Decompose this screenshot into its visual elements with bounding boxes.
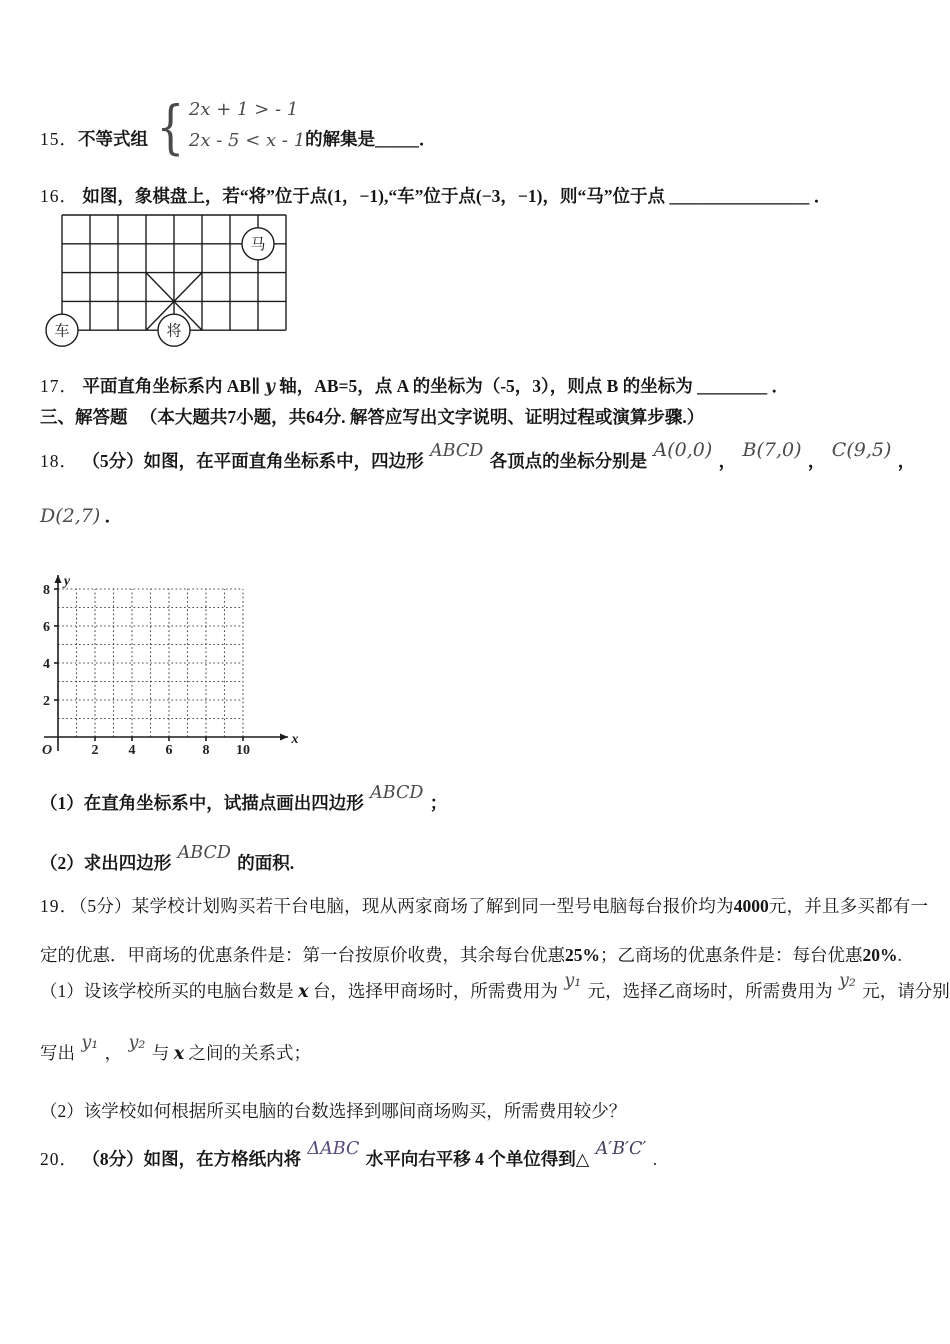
part-1-abcd: ABCD	[370, 783, 424, 803]
inequality-system	[189, 94, 305, 156]
inequality-case-1: 2x + 1 > - 1	[188, 99, 299, 120]
question-18-part-2	[40, 843, 295, 877]
question-19-part-1b	[40, 1033, 311, 1067]
q19-p1b-y1: y₁	[81, 1033, 99, 1053]
answer-blank-15: _____	[375, 129, 419, 149]
question-15-period: ．	[418, 129, 437, 149]
y-tick-6: 6	[43, 620, 50, 635]
q19-p1b-text-1: 写出	[40, 1043, 75, 1063]
q19-p1b-text-2: 与	[151, 1043, 170, 1063]
grid-labels	[42, 574, 299, 758]
piece-che-label: 车	[54, 323, 70, 340]
question-20-number: 20．	[40, 1149, 78, 1169]
question-19-number: 19．	[40, 896, 79, 916]
section-3-title: 三、解答题	[40, 407, 128, 427]
question-15-lead: 不等式组	[78, 129, 148, 149]
q20-triangle-abc: ΔABC	[307, 1139, 360, 1159]
q19-text-2: 元，并且多买都有一定的优惠．甲商场的优惠条件是：第一台按原价收费，其余每台优惠	[40, 896, 929, 965]
q19-p2-text: （2）该学校如何根据所买电脑的台数选择到哪间商场购买，所需费用较少？	[40, 1101, 627, 1121]
comma-3: ，	[897, 451, 916, 471]
question-16-number: 16．	[40, 186, 78, 206]
q19-p1b-y2: y₂	[128, 1033, 146, 1053]
y-tick-8: 8	[43, 583, 50, 598]
grid-dotted-lines	[58, 589, 243, 737]
question-18-text-1: （5分）如图，在平面直角坐标系中，四边形	[82, 451, 424, 471]
question-17-number: 17．	[40, 376, 78, 396]
origin-label: O	[41, 743, 53, 758]
question-18-period: ．	[104, 506, 123, 526]
coord-d: D(2,7)	[40, 505, 101, 527]
q19-discount-jia: 25%	[565, 945, 600, 965]
x-axis-label: x	[291, 732, 299, 747]
coordinate-grid-figure	[38, 555, 308, 767]
q19-text-3: ；乙商场的优惠条件是：每台优惠	[600, 945, 863, 965]
question-17	[40, 373, 789, 400]
piece-jiang-label: 将	[166, 323, 182, 340]
inequality-case-2: 2x - 5 < x - 1	[188, 130, 306, 151]
question-17-text-2: 轴，AB=5，点 A 的坐标为（-5，3），则点 B 的坐标为	[279, 376, 693, 396]
q19-p1b-comma: ，	[104, 1043, 123, 1063]
q20-triangle-a1b1c1: A′B′C′	[595, 1139, 647, 1159]
coord-c: C(9,5)	[831, 439, 892, 461]
comma-1: ，	[718, 451, 737, 471]
q20-text-2: 水平向右平移	[365, 1149, 471, 1169]
part-1-text: （1）在直角坐标系中，试描点画出四边形	[40, 793, 364, 813]
x-tick-2: 2	[91, 743, 99, 758]
answer-blank-17: ________	[697, 376, 768, 396]
chessboard-figure	[42, 209, 342, 359]
question-19	[40, 882, 928, 980]
q19-discount-yi: 20%	[862, 945, 898, 965]
q20-units: 4	[475, 1149, 484, 1169]
q20-text-1: （8分）如图，在方格纸内将	[82, 1149, 302, 1169]
q19-var-x: x	[298, 982, 309, 1002]
q19-text-1: （5分）某学校计划购买若干台电脑，现从两家商场了解到同一型号电脑每台报价均为	[78, 896, 734, 916]
q19-var-y1: y₁	[564, 971, 582, 991]
part-1-end: ；	[429, 793, 448, 813]
x-axis-arrow	[280, 734, 288, 741]
question-19-part-2	[40, 1098, 626, 1124]
y-axis-arrow	[55, 575, 62, 583]
question-19-part-1	[40, 971, 950, 1005]
question-15-tail: 的解集是	[305, 129, 376, 149]
q19-p1-text-2: 台，选择甲商场时，所需费用为	[312, 981, 558, 1001]
part-2-text: （2）求出四边形	[40, 853, 172, 873]
cases-brace: {	[156, 93, 185, 161]
question-16-text: 如图，象棋盘上，若“将”位于点(1，−1),“车”位于点(−3，−1)，则“马”位于点	[82, 186, 665, 206]
section-3-header	[40, 404, 704, 430]
part-2-end: 的面积.	[237, 853, 295, 873]
q20-text-3: 个单位得到△	[488, 1149, 590, 1169]
q20-period: .	[652, 1149, 658, 1169]
q19-var-y2: y₂	[838, 971, 856, 991]
quad-abcd-math: ABCD	[430, 441, 484, 461]
question-18-line2	[40, 503, 122, 529]
comma-2: ，	[807, 451, 826, 471]
q19-period: .	[897, 945, 902, 965]
q19-p1-text-4: 元，请分别	[862, 981, 950, 1001]
question-18-part-1	[40, 783, 448, 817]
question-20	[40, 1139, 658, 1173]
answer-blank-16: ________________	[669, 186, 810, 206]
coord-b: B(7,0)	[742, 439, 802, 461]
question-18	[40, 439, 916, 475]
x-tick-4: 4	[128, 743, 136, 758]
piece-ma-label: 马	[250, 237, 266, 253]
coord-a: A(0,0)	[653, 439, 713, 461]
x-tick-10: 10	[236, 743, 250, 758]
question-15-number: 15．	[40, 129, 78, 149]
y-tick-2: 2	[43, 694, 50, 709]
q19-price: 4000	[733, 896, 769, 916]
question-18-number: 18．	[40, 451, 78, 471]
question-17-text-1: 平面直角坐标系内 AB∥	[82, 376, 261, 396]
y-axis-label: y	[63, 574, 71, 589]
question-17-period: ．	[771, 376, 789, 396]
x-tick-8: 8	[202, 743, 210, 758]
question-15	[40, 93, 437, 161]
part-2-abcd: ABCD	[177, 843, 231, 863]
q19-p1-text-1: （1）设该学校所买的电脑台数是	[40, 981, 294, 1001]
question-16	[40, 183, 831, 209]
q19-p1b-x: x	[173, 1044, 185, 1064]
y-tick-4: 4	[43, 657, 50, 672]
question-16-period: ．	[813, 186, 832, 206]
question-17-var-y: y	[264, 377, 275, 397]
q19-p1b-text-3: 之间的关系式；	[188, 1043, 311, 1063]
section-3-note: （本大题共7小题，共64分. 解答应写出文字说明、证明过程或演算步骤.）	[139, 407, 705, 427]
x-tick-6: 6	[165, 743, 173, 758]
q19-p1-text-3: 元，选择乙商场时，所需费用为	[587, 981, 833, 1001]
question-18-text-2: 各顶点的坐标分别是	[489, 451, 648, 471]
